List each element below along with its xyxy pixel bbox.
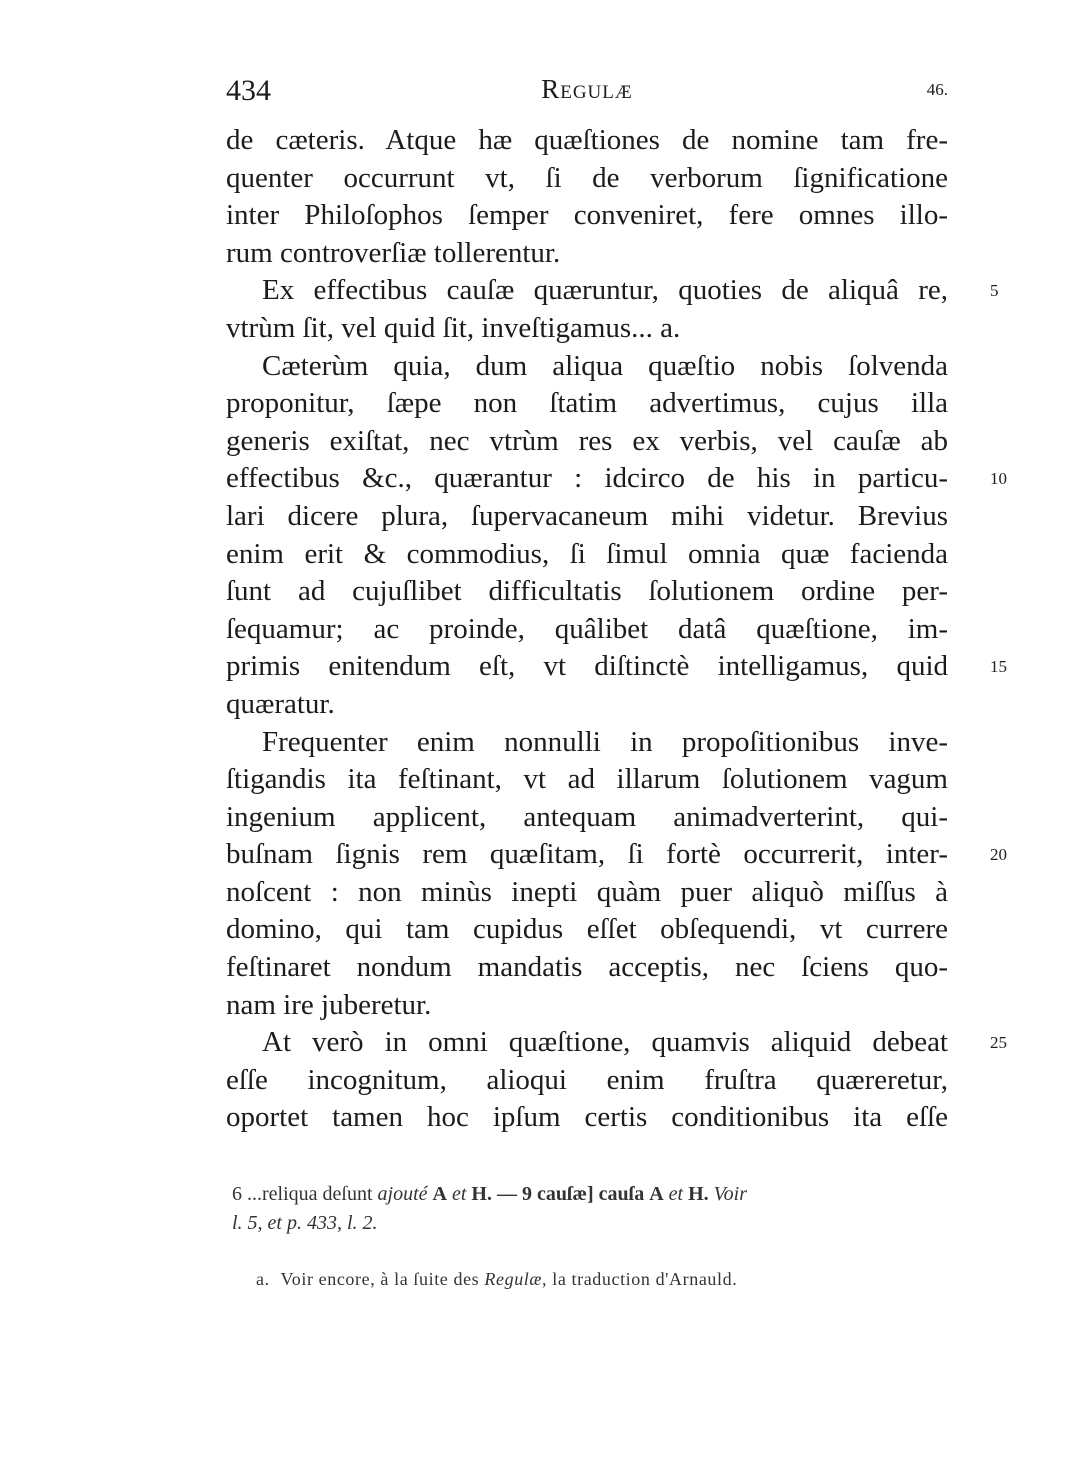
text-line-content: feſtinaret nondum mandatis acceptis, nec ſciens quo- <box>226 951 948 984</box>
text-line <box>226 197 948 235</box>
footnotes <box>232 1180 950 1294</box>
text-line <box>226 122 948 160</box>
variant-note-line <box>232 1209 950 1238</box>
text-line-content: rum controverſiæ tollerentur. <box>226 236 561 269</box>
footnote-mark: a. <box>256 1269 270 1289</box>
text-line <box>226 348 948 386</box>
text-line <box>226 498 948 536</box>
text-line-content: vtrùm ſit, vel quid ſit, inveſtigamus... a. <box>226 311 681 344</box>
text-line <box>226 272 999 310</box>
line-number: 25 <box>990 1033 1007 1053</box>
text-line-content: primis enitendum eſt, vt diſtinctè intelligamus, quid <box>226 650 948 683</box>
text-line <box>226 235 948 273</box>
variant-text: H. <box>688 1183 709 1205</box>
text-line-content: At verò in omni quæſtione, quamvis aliquid debeat <box>262 1026 948 1059</box>
text-line-content: Cæterùm quia, dum aliqua quæſtio nobis ſolvenda <box>262 349 948 382</box>
footnote-text: la traduction d'Arnauld. <box>552 1269 738 1289</box>
line-number: 20 <box>990 845 1007 865</box>
variant-text: A <box>649 1183 664 1205</box>
text-line-content: oportet tamen hoc ipſum certis conditionibus ita eſſe <box>226 1101 948 1134</box>
text-line-content: ſtigandis ita feſtinant, vt ad illarum ſolutionem vagum <box>226 763 948 796</box>
text-line <box>226 761 948 799</box>
variant-text: Voir <box>713 1183 747 1205</box>
text-line-content: de cæteris. Atque hæ quæſtiones de nomine tam fre- <box>226 124 948 156</box>
text-line-content: quæratur. <box>226 687 335 720</box>
text-line <box>226 987 948 1025</box>
text-line-content: buſnam ſignis rem quæſitam, ſi fortè occurrerit, inter- <box>226 838 948 871</box>
line-number: 5 <box>990 281 999 301</box>
text-line <box>226 460 1007 498</box>
text-line <box>226 573 948 611</box>
line-number: 15 <box>990 657 1007 677</box>
text-line <box>226 1062 948 1100</box>
variant-text: A <box>432 1183 447 1205</box>
text-line-content: effectibus &c., quærantur : idcirco de his in particu- <box>226 462 948 495</box>
variant-note-line <box>232 1180 950 1209</box>
text-line-content: enim erit & commodius, ſi ſimul omnia quæ facienda <box>226 537 948 570</box>
text-line-content: proponitur, ſæpe non ſtatim advertimus, cujus illa <box>226 387 948 420</box>
page-number: 434 <box>226 74 271 107</box>
text-line-content: ſequamur; ac proinde, quâlibet datâ quæſtione, im- <box>226 612 948 645</box>
text-line-content: inter Philoſophos ſemper conveniret, fere omnes illo- <box>226 199 948 232</box>
text-line-content: ingenium applicent, antequam animadverterint, qui- <box>226 800 948 833</box>
footnote-a <box>232 1265 950 1294</box>
text-line <box>226 423 948 461</box>
text-line-content: domino, qui tam cupidus eſſet obſequendi, vt currere <box>226 913 948 946</box>
text-line <box>226 949 948 987</box>
running-title: Regulæ <box>541 74 633 104</box>
text-line-content: quenter occurrunt vt, ſi de verborum ſignificatione <box>226 161 948 194</box>
text-line <box>226 310 948 348</box>
text-line <box>226 686 948 724</box>
main-text <box>226 122 1007 1137</box>
text-line <box>226 836 1007 874</box>
text-line <box>226 1099 948 1137</box>
text-line <box>226 160 948 198</box>
footnote-text: Voir encore, à la ſuite des <box>280 1269 480 1289</box>
line-number: 10 <box>990 469 1007 489</box>
text-line <box>226 724 948 762</box>
page-header <box>226 74 948 114</box>
text-line <box>226 611 948 649</box>
variant-text: ajouté <box>377 1183 428 1205</box>
variant-text: H. — 9 cauſæ] cauſa <box>471 1183 645 1205</box>
text-line-content: Frequenter enim nonnulli in propoſitionibus inve- <box>262 725 948 758</box>
variant-text: 6 ...reliqua deſunt <box>232 1183 373 1205</box>
variant-text: et <box>451 1183 467 1205</box>
text-line-content: ſunt ad cujuſlibet difficultatis ſolutionem ordine per- <box>226 575 948 608</box>
text-line <box>226 536 948 574</box>
footnote-title: Regulæ, <box>484 1269 548 1289</box>
text-line-content: Ex effectibus cauſæ quæruntur, quoties de aliquâ re, <box>262 274 948 307</box>
text-line <box>226 911 948 949</box>
variant-text: l. 5, et p. 433, l. 2. <box>232 1212 378 1234</box>
text-line <box>226 648 1007 686</box>
text-line <box>226 799 948 837</box>
text-line <box>226 385 948 423</box>
text-line-content: eſſe incognitum, alioqui enim fruſtra quæreretur, <box>226 1063 948 1096</box>
text-line-content: lari dicere plura, ſupervacaneum mihi videtur. Brevius <box>226 499 948 532</box>
text-line-content: generis exiſtat, nec vtrùm res ex verbis, vel cauſæ ab <box>226 424 948 457</box>
text-line-content: nam ire juberetur. <box>226 988 432 1021</box>
text-line <box>226 874 948 912</box>
variant-text: et <box>668 1183 684 1205</box>
text-line <box>226 1024 1007 1062</box>
section-number: 46. <box>926 80 948 99</box>
text-line-content: noſcent : non minùs inepti quàm puer aliquò miſſus à <box>226 875 948 908</box>
